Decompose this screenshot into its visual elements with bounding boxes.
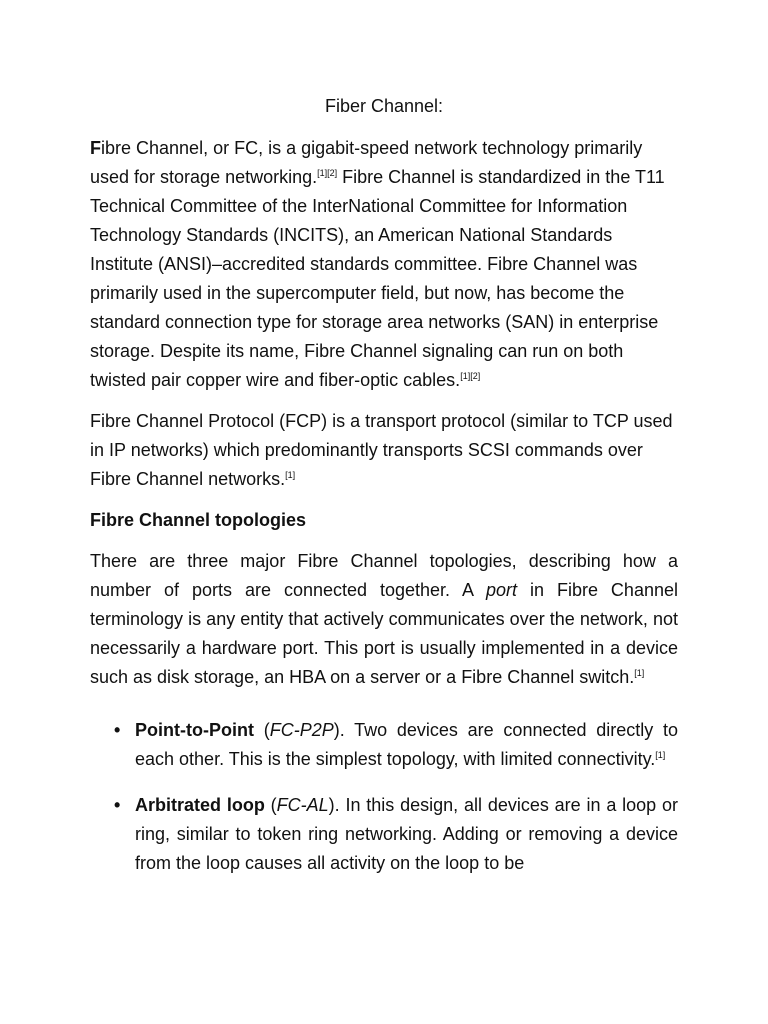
reference-marker[interactable]: [1] xyxy=(655,750,666,760)
intro-text-2: Fibre Channel is standardized in the T11 Technical Committee of the InterNational Committee for Information Technology Standards (INCITS), an American National Standards Institute (ANSI)–accredited standards committee. Fibre Channel was primarily used in the supercomputer field, but now, has become the standard connection type for storage area networks (SAN) in enterprise storage. Despite its name, Fibre Channel signaling can run on both twisted pair copper wire and fiber-optic cables. xyxy=(90,167,665,390)
topologies-text-2: in Fibre Channel terminology is any entity that actively communicates over the network, not necessarily a hardware port. This port is usually implemented in a device such as disk storage, an HBA on a server or a Fibre Channel switch. xyxy=(90,580,678,687)
topology-list xyxy=(90,716,678,878)
list-item xyxy=(90,791,678,878)
reference-marker[interactable]: [1] xyxy=(285,470,296,480)
list-item-abbrev: FC-P2P xyxy=(269,720,334,740)
document-title: Fiber Channel: xyxy=(324,96,444,116)
intro-text-1: ibre Channel, or FC, is a gigabit-speed network technology primarily used for storage networking. xyxy=(90,138,643,187)
topologies-paragraph xyxy=(90,547,678,692)
reference-marker[interactable]: [1] xyxy=(634,668,645,678)
section-heading: Fibre Channel topologies xyxy=(90,510,307,530)
port-term: port xyxy=(485,580,518,600)
fcp-paragraph xyxy=(90,407,678,494)
list-item-text: ). Two devices are connected directly to each other. This is the simplest topology, with limited connectivity. xyxy=(135,720,679,769)
list-item xyxy=(90,716,678,774)
fcp-text: Fibre Channel Protocol (FCP) is a transport protocol (similar to TCP used in IP networks) which predominantly transports SCSI commands over Fibre Channel networks. xyxy=(90,411,673,489)
document-page xyxy=(90,92,678,895)
list-item-abbrev: FC-AL xyxy=(276,795,329,815)
drop-letter: F xyxy=(90,138,101,158)
bullet-icon: • xyxy=(114,795,121,815)
list-item-term: Arbitrated loop xyxy=(135,795,265,815)
reference-marker[interactable]: [1][2] xyxy=(460,371,481,381)
list-item-paren: ( xyxy=(264,795,277,815)
bullet-icon: • xyxy=(114,720,121,740)
intro-paragraph xyxy=(90,134,678,395)
list-item-text: ). In this design, all devices are in a loop or ring, similar to token ring networking. Adding or removing a device from the loop causes all activity on the loop to be xyxy=(135,795,679,873)
reference-marker[interactable]: [1][2] xyxy=(317,168,338,178)
list-item-paren: ( xyxy=(253,720,270,740)
list-item-term: Point-to-Point xyxy=(135,720,254,740)
topologies-text-1: There are three major Fibre Channel topologies, describing how a number of ports are connected together. A xyxy=(90,551,678,600)
